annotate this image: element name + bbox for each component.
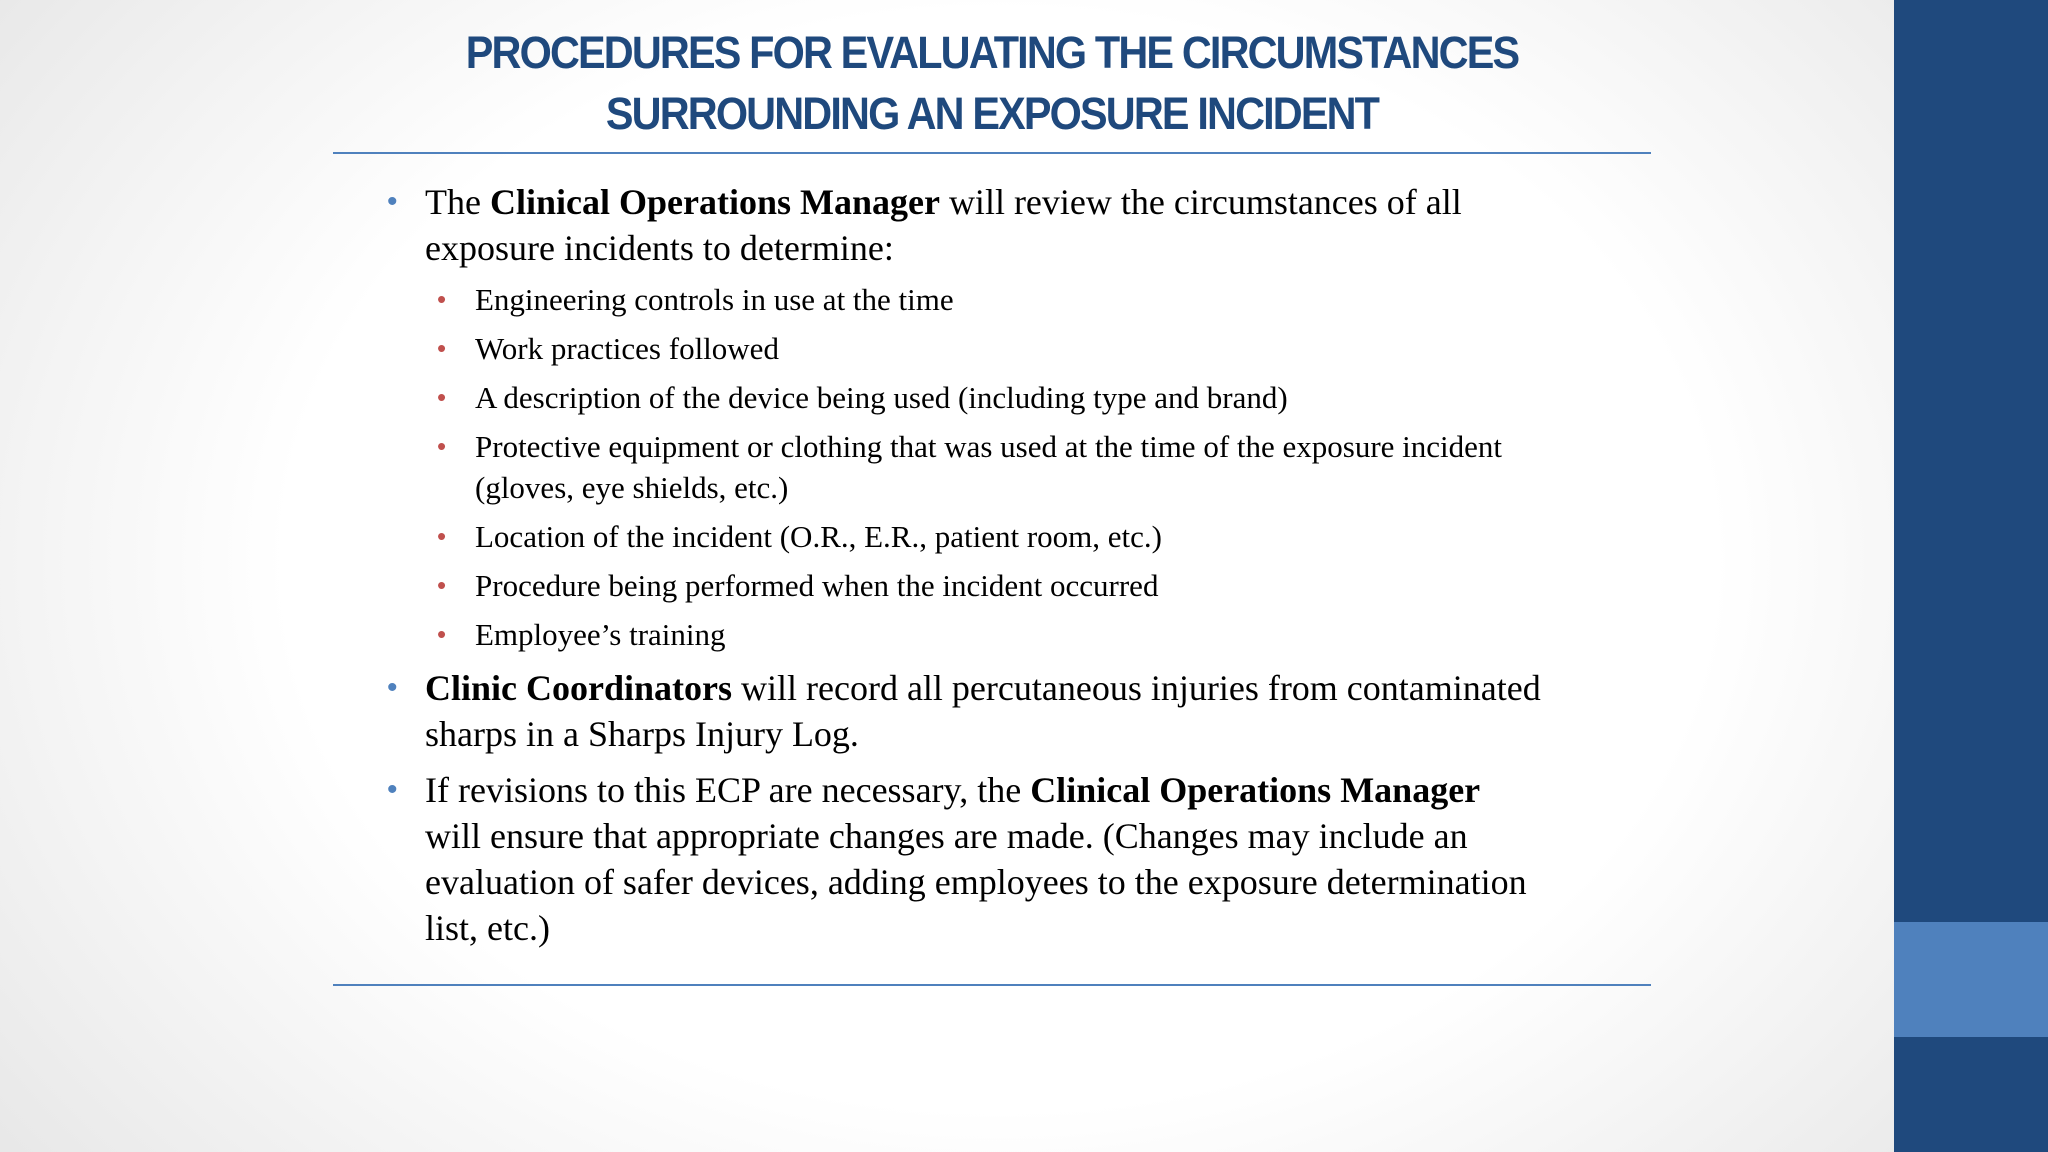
sub-bullet-item: [437, 516, 1655, 557]
bullet3-bold: Clinical Operations Manager: [1030, 770, 1481, 810]
sub-bullet-item: [437, 328, 1655, 369]
sub-bullet-marker: •: [437, 284, 447, 314]
sub-bullet-text: A description of the device being used (including type and brand): [475, 380, 1288, 415]
bullet-item: [387, 665, 1655, 757]
bullet2-bold: Clinic Coordinators: [425, 668, 733, 708]
sub-bullet-marker: •: [437, 570, 447, 600]
sub-bullet-item: [437, 377, 1655, 418]
bullet3-line3: evaluation of safer devices, adding employees to the exposure determination: [425, 862, 1527, 902]
bullet2-post: will record all percutaneous injuries from contaminated: [732, 668, 1541, 708]
title-line-1: PROCEDURES FOR EVALUATING THE CIRCUMSTANCES: [465, 27, 1519, 78]
sub-bullet-text: Employee’s training: [475, 617, 726, 652]
bullet3-pre: If revisions to this ECP are necessary, the: [425, 770, 1031, 810]
bullet-item: [387, 767, 1655, 951]
title-line-2: SURROUNDING AN EXPOSURE INCIDENT: [605, 88, 1379, 139]
bullet1-bold: Clinical Operations Manager: [489, 182, 940, 222]
bullet1-post: will review the circumstances of all: [939, 182, 1462, 222]
sub-bullet-text-line2: (gloves, eye shields, etc.): [475, 470, 789, 505]
sub-bullet-marker: •: [437, 431, 447, 461]
bullet1-line2: exposure incidents to determine:: [425, 228, 894, 268]
sub-bullet-item: [437, 279, 1655, 320]
bullet-item: [387, 179, 1655, 271]
bullet-marker: •: [387, 773, 398, 806]
sub-bullet-marker: •: [437, 382, 447, 412]
sub-bullet-marker: •: [437, 619, 447, 649]
sub-bullet-marker: •: [437, 521, 447, 551]
sub-bullet-item: [437, 565, 1655, 606]
sub-bullet-text: Work practices followed: [475, 331, 779, 366]
sub-bullet-text: Engineering controls in use at the time: [475, 282, 954, 317]
bullet-marker: •: [387, 185, 398, 218]
sub-bullet-text: Procedure being performed when the incident occurred: [475, 568, 1159, 603]
sidebar-accent-block: [1894, 922, 2048, 1037]
sub-bullet-marker: •: [437, 333, 447, 363]
sub-bullet-text-line1: Protective equipment or clothing that was used at the time of the exposure incident: [475, 429, 1503, 464]
bullet-text: [425, 770, 1527, 948]
bullet3-line2: will ensure that appropriate changes are made. (Changes may include an: [425, 816, 1468, 856]
sub-bullet-item: [437, 614, 1655, 655]
sub-bullet-text: [475, 429, 1502, 505]
bullet-text: [425, 182, 1462, 268]
bullet-marker: •: [387, 671, 398, 704]
bullet2-line2: sharps in a Sharps Injury Log.: [425, 714, 859, 754]
sub-bullet-text: Location of the incident (O.R., E.R., patient room, etc.): [475, 519, 1162, 554]
bullet1-pre: The: [425, 182, 490, 222]
bullet3-line4: list, etc.): [425, 908, 550, 948]
bullet-text: [425, 668, 1541, 754]
bottom-divider: [333, 984, 1651, 986]
sub-bullet-item: [437, 426, 1655, 508]
